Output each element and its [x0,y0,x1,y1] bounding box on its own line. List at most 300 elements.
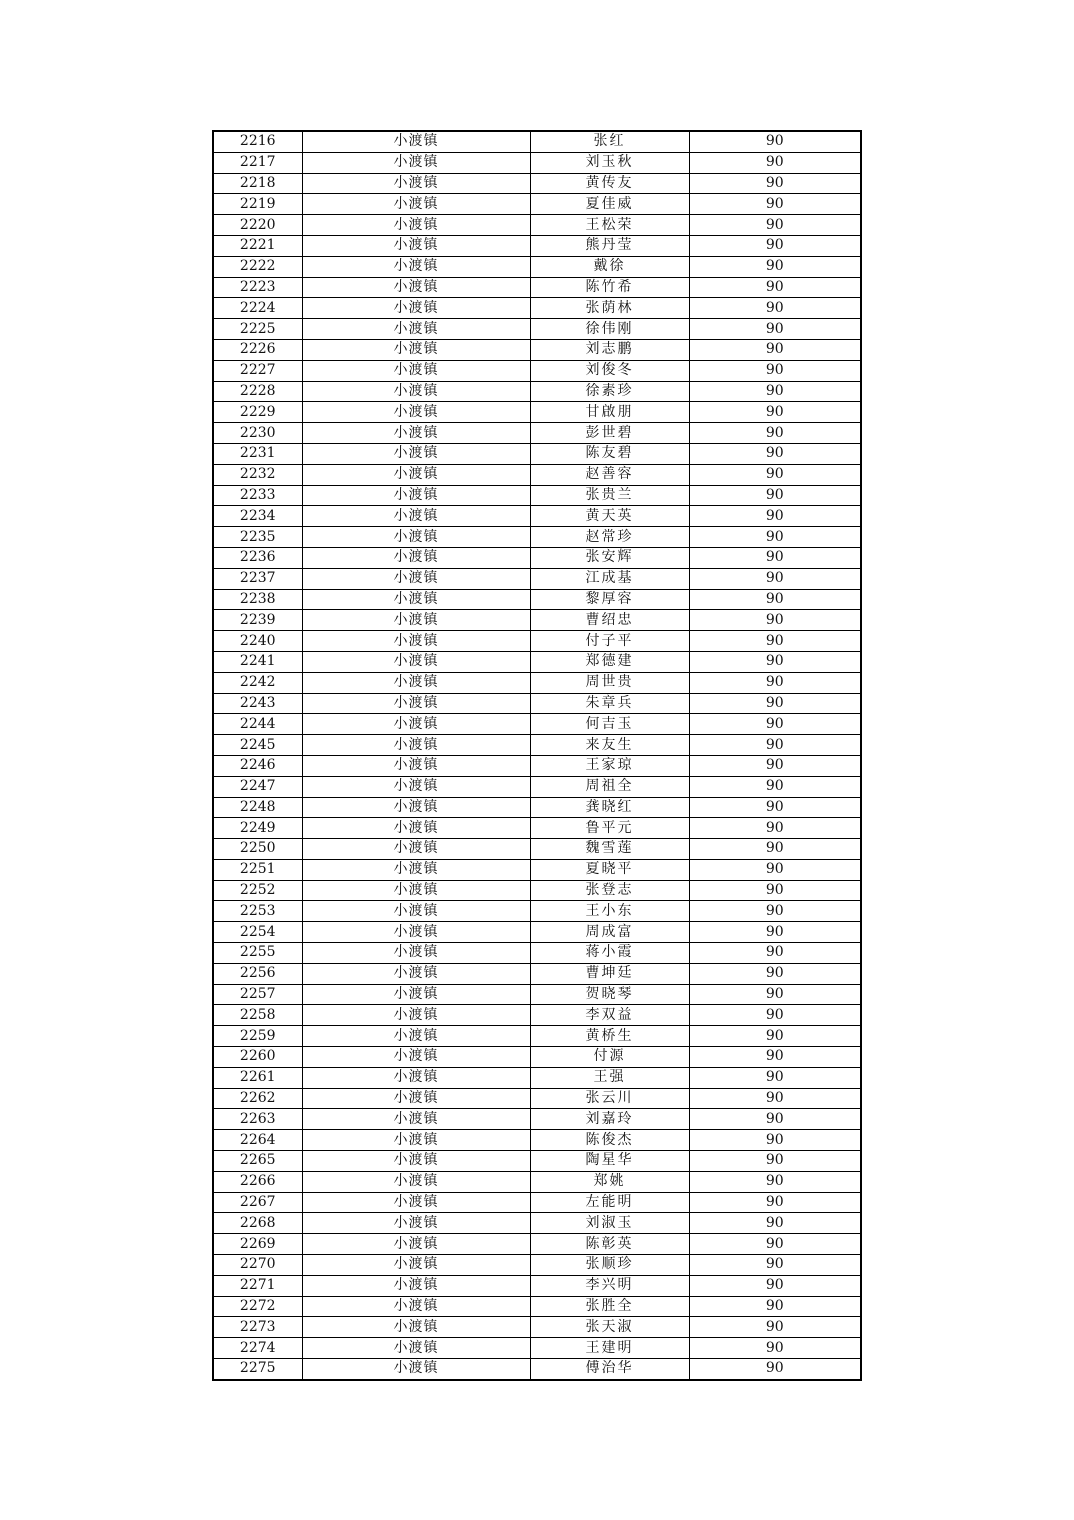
name-cell: 傅治华 [530,1359,689,1380]
row-number-cell: 2266 [213,1171,302,1192]
name-cell: 张顺珍 [530,1255,689,1276]
name-cell: 张贵兰 [530,485,689,506]
table-row [213,610,861,631]
score-cell: 90 [689,298,861,319]
town-cell: 小渡镇 [302,256,530,277]
row-number-cell: 2250 [213,839,302,860]
town-cell: 小渡镇 [302,464,530,485]
table-row [213,1338,861,1359]
town-cell: 小渡镇 [302,1005,530,1026]
name-cell: 刘志鹏 [530,339,689,360]
table-row [213,173,861,194]
town-cell: 小渡镇 [302,194,530,215]
table-row [213,339,861,360]
name-cell: 甘啟朋 [530,402,689,423]
table-row [213,631,861,652]
name-cell: 赵善容 [530,464,689,485]
table-row [213,1171,861,1192]
row-number-cell: 2238 [213,589,302,610]
table-row [213,818,861,839]
name-cell: 曹坤廷 [530,963,689,984]
score-cell: 90 [689,277,861,298]
name-cell: 蒋小霞 [530,943,689,964]
score-cell: 90 [689,1047,861,1068]
row-number-cell: 2236 [213,547,302,568]
row-number-cell: 2254 [213,922,302,943]
score-cell: 90 [689,464,861,485]
town-cell: 小渡镇 [302,797,530,818]
town-cell: 小渡镇 [302,1067,530,1088]
table-row [213,797,861,818]
name-cell: 陈俊杰 [530,1130,689,1151]
town-cell: 小渡镇 [302,547,530,568]
row-number-cell: 2237 [213,568,302,589]
table-row [213,277,861,298]
row-number-cell: 2224 [213,298,302,319]
town-cell: 小渡镇 [302,1338,530,1359]
table-row [213,1255,861,1276]
town-cell: 小渡镇 [302,589,530,610]
roster-table [212,130,862,1381]
table-row [213,547,861,568]
name-cell: 李双益 [530,1005,689,1026]
row-number-cell: 2267 [213,1192,302,1213]
name-cell: 魏雪莲 [530,839,689,860]
row-number-cell: 2265 [213,1151,302,1172]
name-cell: 来友生 [530,735,689,756]
name-cell: 陶星华 [530,1151,689,1172]
town-cell: 小渡镇 [302,1026,530,1047]
name-cell: 刘俊冬 [530,360,689,381]
town-cell: 小渡镇 [302,1255,530,1276]
row-number-cell: 2275 [213,1359,302,1380]
table-row [213,381,861,402]
table-row [213,1317,861,1338]
town-cell: 小渡镇 [302,381,530,402]
town-cell: 小渡镇 [302,672,530,693]
name-cell: 贺晓琴 [530,984,689,1005]
town-cell: 小渡镇 [302,339,530,360]
score-cell: 90 [689,339,861,360]
score-cell: 90 [689,1275,861,1296]
table-row [213,423,861,444]
score-cell: 90 [689,880,861,901]
row-number-cell: 2263 [213,1109,302,1130]
town-cell: 小渡镇 [302,319,530,340]
row-number-cell: 2242 [213,672,302,693]
row-number-cell: 2230 [213,423,302,444]
row-number-cell: 2256 [213,963,302,984]
name-cell: 李兴明 [530,1275,689,1296]
town-cell: 小渡镇 [302,173,530,194]
name-cell: 付子平 [530,631,689,652]
name-cell: 黄桥生 [530,1026,689,1047]
row-number-cell: 2217 [213,152,302,173]
name-cell: 戴徐 [530,256,689,277]
table-row [213,1359,861,1380]
town-cell: 小渡镇 [302,859,530,880]
name-cell: 何吉玉 [530,714,689,735]
town-cell: 小渡镇 [302,1192,530,1213]
name-cell: 郑德建 [530,651,689,672]
table-row [213,568,861,589]
table-row [213,776,861,797]
town-cell: 小渡镇 [302,1088,530,1109]
name-cell: 江成基 [530,568,689,589]
row-number-cell: 2221 [213,235,302,256]
table-row [213,755,861,776]
row-number-cell: 2244 [213,714,302,735]
name-cell: 曹绍忠 [530,610,689,631]
row-number-cell: 2247 [213,776,302,797]
table-row [213,922,861,943]
row-number-cell: 2253 [213,901,302,922]
town-cell: 小渡镇 [302,963,530,984]
name-cell: 黄天英 [530,506,689,527]
score-cell: 90 [689,797,861,818]
table-row [213,485,861,506]
table-row [213,152,861,173]
name-cell: 张天淑 [530,1317,689,1338]
name-cell: 熊丹莹 [530,235,689,256]
row-number-cell: 2248 [213,797,302,818]
name-cell: 周祖全 [530,776,689,797]
score-cell: 90 [689,755,861,776]
score-cell: 90 [689,1192,861,1213]
row-number-cell: 2231 [213,443,302,464]
name-cell: 张胜全 [530,1296,689,1317]
table-row [213,984,861,1005]
row-number-cell: 2233 [213,485,302,506]
score-cell: 90 [689,1359,861,1380]
name-cell: 刘玉秋 [530,152,689,173]
town-cell: 小渡镇 [302,776,530,797]
town-cell: 小渡镇 [302,1296,530,1317]
name-cell: 王小东 [530,901,689,922]
table-row [213,1047,861,1068]
table-row [213,360,861,381]
score-cell: 90 [689,1171,861,1192]
name-cell: 王松荣 [530,215,689,236]
row-number-cell: 2223 [213,277,302,298]
town-cell: 小渡镇 [302,651,530,672]
score-cell: 90 [689,735,861,756]
name-cell: 夏佳威 [530,194,689,215]
score-cell: 90 [689,922,861,943]
row-number-cell: 2264 [213,1130,302,1151]
score-cell: 90 [689,1005,861,1026]
table-row [213,735,861,756]
row-number-cell: 2249 [213,818,302,839]
town-cell: 小渡镇 [302,984,530,1005]
name-cell: 周世贵 [530,672,689,693]
table-row [213,1130,861,1151]
name-cell: 付源 [530,1047,689,1068]
town-cell: 小渡镇 [302,1047,530,1068]
town-cell: 小渡镇 [302,277,530,298]
table-row [213,901,861,922]
table-row [213,194,861,215]
town-cell: 小渡镇 [302,631,530,652]
score-cell: 90 [689,1109,861,1130]
town-cell: 小渡镇 [302,1130,530,1151]
table-row [213,506,861,527]
table-row [213,1088,861,1109]
score-cell: 90 [689,506,861,527]
table-row [213,1296,861,1317]
town-cell: 小渡镇 [302,298,530,319]
row-number-cell: 2219 [213,194,302,215]
name-cell: 刘淑玉 [530,1213,689,1234]
row-number-cell: 2235 [213,527,302,548]
name-cell: 徐素珍 [530,381,689,402]
score-cell: 90 [689,443,861,464]
row-number-cell: 2225 [213,319,302,340]
name-cell: 夏晓平 [530,859,689,880]
row-number-cell: 2246 [213,755,302,776]
row-number-cell: 2222 [213,256,302,277]
row-number-cell: 2255 [213,943,302,964]
row-number-cell: 2270 [213,1255,302,1276]
town-cell: 小渡镇 [302,568,530,589]
town-cell: 小渡镇 [302,235,530,256]
name-cell: 鲁平元 [530,818,689,839]
name-cell: 张云川 [530,1088,689,1109]
score-cell: 90 [689,1213,861,1234]
row-number-cell: 2234 [213,506,302,527]
score-cell: 90 [689,131,861,152]
name-cell: 陈友碧 [530,443,689,464]
name-cell: 刘嘉玲 [530,1109,689,1130]
town-cell: 小渡镇 [302,839,530,860]
score-cell: 90 [689,672,861,693]
table-row [213,298,861,319]
score-cell: 90 [689,1088,861,1109]
name-cell: 张荫林 [530,298,689,319]
score-cell: 90 [689,963,861,984]
table-row [213,527,861,548]
name-cell: 郑姚 [530,1171,689,1192]
row-number-cell: 2252 [213,880,302,901]
row-number-cell: 2245 [213,735,302,756]
score-cell: 90 [689,859,861,880]
table-row [213,256,861,277]
table-row [213,1151,861,1172]
town-cell: 小渡镇 [302,1171,530,1192]
table-row [213,880,861,901]
score-cell: 90 [689,693,861,714]
name-cell: 黎厚容 [530,589,689,610]
name-cell: 左能明 [530,1192,689,1213]
row-number-cell: 2243 [213,693,302,714]
row-number-cell: 2262 [213,1088,302,1109]
town-cell: 小渡镇 [302,1275,530,1296]
town-cell: 小渡镇 [302,443,530,464]
name-cell: 张红 [530,131,689,152]
score-cell: 90 [689,776,861,797]
table-row [213,1109,861,1130]
town-cell: 小渡镇 [302,1359,530,1380]
score-cell: 90 [689,215,861,236]
town-cell: 小渡镇 [302,901,530,922]
score-cell: 90 [689,1317,861,1338]
table-row [213,943,861,964]
name-cell: 赵常珍 [530,527,689,548]
table-row [213,319,861,340]
roster-table-body [213,131,861,1380]
score-cell: 90 [689,319,861,340]
score-cell: 90 [689,235,861,256]
row-number-cell: 2257 [213,984,302,1005]
score-cell: 90 [689,589,861,610]
score-cell: 90 [689,631,861,652]
table-row [213,235,861,256]
town-cell: 小渡镇 [302,1151,530,1172]
table-row [213,714,861,735]
table-row [213,443,861,464]
town-cell: 小渡镇 [302,755,530,776]
row-number-cell: 2274 [213,1338,302,1359]
score-cell: 90 [689,943,861,964]
town-cell: 小渡镇 [302,131,530,152]
town-cell: 小渡镇 [302,1234,530,1255]
row-number-cell: 2251 [213,859,302,880]
town-cell: 小渡镇 [302,485,530,506]
town-cell: 小渡镇 [302,527,530,548]
name-cell: 王强 [530,1067,689,1088]
name-cell: 张安辉 [530,547,689,568]
name-cell: 张登志 [530,880,689,901]
score-cell: 90 [689,610,861,631]
town-cell: 小渡镇 [302,818,530,839]
name-cell: 黄传友 [530,173,689,194]
table-row [213,693,861,714]
score-cell: 90 [689,423,861,444]
score-cell: 90 [689,1130,861,1151]
name-cell: 王建明 [530,1338,689,1359]
table-row [213,1275,861,1296]
score-cell: 90 [689,547,861,568]
name-cell: 彭世碧 [530,423,689,444]
row-number-cell: 2228 [213,381,302,402]
score-cell: 90 [689,984,861,1005]
table-row [213,963,861,984]
town-cell: 小渡镇 [302,1317,530,1338]
score-cell: 90 [689,1338,861,1359]
town-cell: 小渡镇 [302,610,530,631]
score-cell: 90 [689,1151,861,1172]
score-cell: 90 [689,714,861,735]
row-number-cell: 2268 [213,1213,302,1234]
table-row [213,1067,861,1088]
table-row [213,1026,861,1047]
table-row [213,1192,861,1213]
score-cell: 90 [689,194,861,215]
town-cell: 小渡镇 [302,152,530,173]
row-number-cell: 2273 [213,1317,302,1338]
row-number-cell: 2241 [213,651,302,672]
row-number-cell: 2239 [213,610,302,631]
town-cell: 小渡镇 [302,922,530,943]
name-cell: 龚晓红 [530,797,689,818]
table-row [213,131,861,152]
row-number-cell: 2271 [213,1275,302,1296]
score-cell: 90 [689,568,861,589]
town-cell: 小渡镇 [302,693,530,714]
score-cell: 90 [689,402,861,423]
score-cell: 90 [689,1234,861,1255]
table-row [213,651,861,672]
row-number-cell: 2240 [213,631,302,652]
row-number-cell: 2232 [213,464,302,485]
table-row [213,859,861,880]
row-number-cell: 2272 [213,1296,302,1317]
row-number-cell: 2259 [213,1026,302,1047]
town-cell: 小渡镇 [302,943,530,964]
table-row [213,589,861,610]
table-row [213,464,861,485]
table-row [213,1213,861,1234]
row-number-cell: 2258 [213,1005,302,1026]
town-cell: 小渡镇 [302,714,530,735]
score-cell: 90 [689,360,861,381]
score-cell: 90 [689,818,861,839]
row-number-cell: 2226 [213,339,302,360]
table-row [213,215,861,236]
score-cell: 90 [689,901,861,922]
town-cell: 小渡镇 [302,735,530,756]
row-number-cell: 2218 [213,173,302,194]
score-cell: 90 [689,651,861,672]
score-cell: 90 [689,173,861,194]
score-cell: 90 [689,152,861,173]
table-row [213,402,861,423]
town-cell: 小渡镇 [302,1213,530,1234]
table-row [213,839,861,860]
table-row [213,1005,861,1026]
town-cell: 小渡镇 [302,423,530,444]
town-cell: 小渡镇 [302,215,530,236]
name-cell: 徐伟刚 [530,319,689,340]
score-cell: 90 [689,381,861,402]
score-cell: 90 [689,839,861,860]
row-number-cell: 2220 [213,215,302,236]
score-cell: 90 [689,1255,861,1276]
town-cell: 小渡镇 [302,506,530,527]
score-cell: 90 [689,1026,861,1047]
town-cell: 小渡镇 [302,880,530,901]
score-cell: 90 [689,1296,861,1317]
score-cell: 90 [689,1067,861,1088]
town-cell: 小渡镇 [302,360,530,381]
row-number-cell: 2227 [213,360,302,381]
row-number-cell: 2261 [213,1067,302,1088]
row-number-cell: 2269 [213,1234,302,1255]
town-cell: 小渡镇 [302,1109,530,1130]
name-cell: 王家琼 [530,755,689,776]
score-cell: 90 [689,527,861,548]
row-number-cell: 2229 [213,402,302,423]
row-number-cell: 2260 [213,1047,302,1068]
score-cell: 90 [689,256,861,277]
town-cell: 小渡镇 [302,402,530,423]
name-cell: 周成富 [530,922,689,943]
row-number-cell: 2216 [213,131,302,152]
name-cell: 朱章兵 [530,693,689,714]
name-cell: 陈彰英 [530,1234,689,1255]
table-row [213,672,861,693]
score-cell: 90 [689,485,861,506]
